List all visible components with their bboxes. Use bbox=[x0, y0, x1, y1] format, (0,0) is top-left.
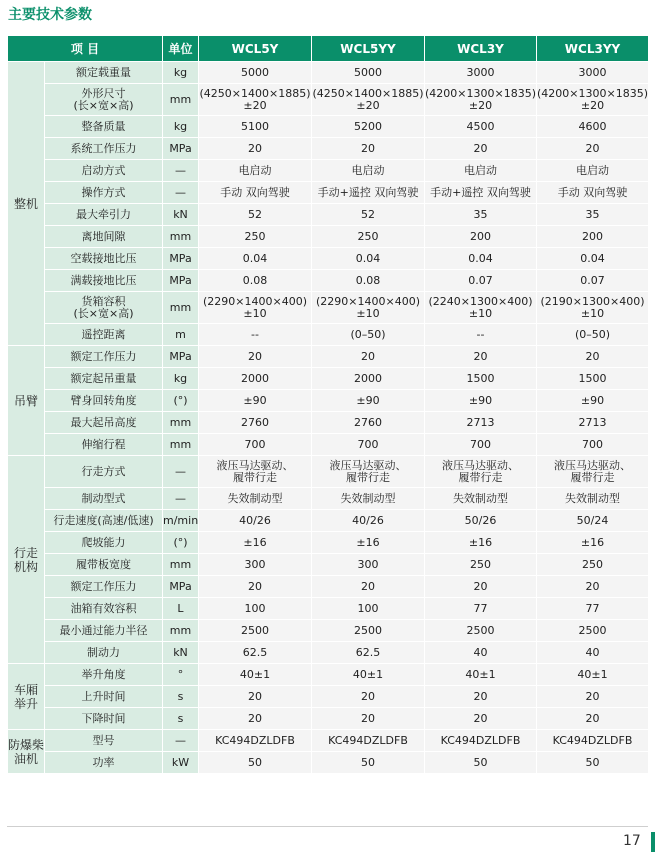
value-cell: 20 bbox=[312, 576, 425, 598]
value-cell: 手动 双向驾驶 bbox=[537, 182, 649, 204]
item-label: 爬坡能力 bbox=[45, 532, 163, 554]
value-cell: 700 bbox=[312, 434, 425, 456]
value-cell: 5000 bbox=[199, 62, 312, 84]
value-cell: 200 bbox=[425, 226, 537, 248]
value-cell: 250 bbox=[537, 554, 649, 576]
value-cell: 0.08 bbox=[199, 270, 312, 292]
unit-cell: MPa bbox=[163, 346, 199, 368]
item-label: 下降时间 bbox=[45, 708, 163, 730]
item-label: 操作方式 bbox=[45, 182, 163, 204]
value-cell: 20 bbox=[312, 686, 425, 708]
table-row bbox=[8, 620, 649, 642]
value-cell: KC494DZLDFB bbox=[537, 730, 649, 752]
group-label: 吊臂 bbox=[8, 346, 45, 456]
bottom-divider bbox=[7, 826, 648, 827]
value-cell: 20 bbox=[425, 346, 537, 368]
value-cell: 700 bbox=[199, 434, 312, 456]
item-label: 额定工作压力 bbox=[45, 576, 163, 598]
item-label: 整备质量 bbox=[45, 116, 163, 138]
value-cell: (2290×1400×400) ±10 bbox=[199, 292, 312, 324]
item-label: 系统工作压力 bbox=[45, 138, 163, 160]
value-cell: 3000 bbox=[425, 62, 537, 84]
value-cell: 40 bbox=[537, 642, 649, 664]
unit-cell: kW bbox=[163, 752, 199, 774]
value-cell: 20 bbox=[425, 138, 537, 160]
value-cell: 失效制动型 bbox=[537, 488, 649, 510]
value-cell: 50 bbox=[537, 752, 649, 774]
item-label: 额定工作压力 bbox=[45, 346, 163, 368]
value-cell: 40/26 bbox=[312, 510, 425, 532]
item-label: 最小通过能力半径 bbox=[45, 620, 163, 642]
item-label: 制动力 bbox=[45, 642, 163, 664]
page-marker-bar bbox=[651, 832, 655, 852]
value-cell: 20 bbox=[199, 138, 312, 160]
header-model-wcl5y: WCL5Y bbox=[199, 36, 312, 62]
table-header-row bbox=[8, 36, 649, 62]
value-cell: 0.07 bbox=[537, 270, 649, 292]
table-row bbox=[8, 292, 649, 324]
item-label: 额定载重量 bbox=[45, 62, 163, 84]
value-cell: KC494DZLDFB bbox=[199, 730, 312, 752]
value-cell: (0–50) bbox=[312, 324, 425, 346]
item-label: 离地间隙 bbox=[45, 226, 163, 248]
unit-cell: mm bbox=[163, 292, 199, 324]
item-label: 油箱有效容积 bbox=[45, 598, 163, 620]
item-label: 最大牵引力 bbox=[45, 204, 163, 226]
value-cell: 5100 bbox=[199, 116, 312, 138]
value-cell: ±90 bbox=[199, 390, 312, 412]
spec-table bbox=[7, 35, 649, 774]
item-label: 行走速度(高速/低速) bbox=[45, 510, 163, 532]
value-cell: 1500 bbox=[425, 368, 537, 390]
unit-cell: mm bbox=[163, 620, 199, 642]
table-row bbox=[8, 62, 649, 84]
section-title: 主要技术参数 bbox=[8, 7, 92, 23]
unit-cell: — bbox=[163, 182, 199, 204]
value-cell: (4250×1400×1885) ±20 bbox=[199, 84, 312, 116]
unit-cell: kN bbox=[163, 204, 199, 226]
value-cell: 20 bbox=[199, 708, 312, 730]
header-model-wcl5yy: WCL5YY bbox=[312, 36, 425, 62]
value-cell: 0.07 bbox=[425, 270, 537, 292]
unit-cell: mm bbox=[163, 434, 199, 456]
table-row bbox=[8, 204, 649, 226]
value-cell: 20 bbox=[425, 576, 537, 598]
item-label: 上升时间 bbox=[45, 686, 163, 708]
value-cell: 2760 bbox=[199, 412, 312, 434]
value-cell: 2500 bbox=[537, 620, 649, 642]
value-cell: -- bbox=[199, 324, 312, 346]
unit-cell: ° bbox=[163, 664, 199, 686]
value-cell: 250 bbox=[425, 554, 537, 576]
unit-cell: mm bbox=[163, 84, 199, 116]
value-cell: 2713 bbox=[537, 412, 649, 434]
item-label: 伸缩行程 bbox=[45, 434, 163, 456]
value-cell: 20 bbox=[537, 708, 649, 730]
value-cell: 77 bbox=[537, 598, 649, 620]
table-row bbox=[8, 686, 649, 708]
value-cell: 0.04 bbox=[537, 248, 649, 270]
value-cell: -- bbox=[425, 324, 537, 346]
value-cell: 20 bbox=[199, 686, 312, 708]
value-cell: 20 bbox=[312, 138, 425, 160]
value-cell: KC494DZLDFB bbox=[425, 730, 537, 752]
value-cell: 250 bbox=[312, 226, 425, 248]
unit-cell: kg bbox=[163, 62, 199, 84]
value-cell: 50/24 bbox=[537, 510, 649, 532]
unit-cell: — bbox=[163, 730, 199, 752]
value-cell: ±16 bbox=[537, 532, 649, 554]
value-cell: (2190×1300×400) ±10 bbox=[537, 292, 649, 324]
value-cell: 52 bbox=[199, 204, 312, 226]
unit-cell: — bbox=[163, 160, 199, 182]
unit-cell: kg bbox=[163, 368, 199, 390]
value-cell: 失效制动型 bbox=[425, 488, 537, 510]
unit-cell: kN bbox=[163, 642, 199, 664]
value-cell: 20 bbox=[199, 576, 312, 598]
table-row bbox=[8, 642, 649, 664]
table-row bbox=[8, 160, 649, 182]
value-cell: 62.5 bbox=[312, 642, 425, 664]
value-cell: 20 bbox=[199, 346, 312, 368]
header-unit: 单位 bbox=[163, 36, 199, 62]
unit-cell: — bbox=[163, 456, 199, 488]
value-cell: 0.04 bbox=[199, 248, 312, 270]
item-label: 行走方式 bbox=[45, 456, 163, 488]
table-row bbox=[8, 412, 649, 434]
value-cell: 250 bbox=[199, 226, 312, 248]
value-cell: 300 bbox=[312, 554, 425, 576]
table-row bbox=[8, 368, 649, 390]
unit-cell: mm bbox=[163, 412, 199, 434]
value-cell: 电启动 bbox=[537, 160, 649, 182]
value-cell: 1500 bbox=[537, 368, 649, 390]
value-cell: 5200 bbox=[312, 116, 425, 138]
group-label: 行走 机构 bbox=[8, 456, 45, 664]
item-label: 功率 bbox=[45, 752, 163, 774]
value-cell: 35 bbox=[425, 204, 537, 226]
value-cell: 200 bbox=[537, 226, 649, 248]
value-cell: 手动+遥控 双向驾驶 bbox=[425, 182, 537, 204]
table-row bbox=[8, 434, 649, 456]
table-row bbox=[8, 226, 649, 248]
value-cell: (4200×1300×1835) ±20 bbox=[537, 84, 649, 116]
value-cell: 5000 bbox=[312, 62, 425, 84]
table-row bbox=[8, 730, 649, 752]
value-cell: 50 bbox=[199, 752, 312, 774]
item-label: 遥控距离 bbox=[45, 324, 163, 346]
value-cell: 20 bbox=[537, 686, 649, 708]
value-cell: 35 bbox=[537, 204, 649, 226]
header-item: 项 目 bbox=[8, 36, 163, 62]
table-row bbox=[8, 116, 649, 138]
unit-cell: s bbox=[163, 708, 199, 730]
value-cell: 0.04 bbox=[425, 248, 537, 270]
value-cell: 62.5 bbox=[199, 642, 312, 664]
item-label: 履带板宽度 bbox=[45, 554, 163, 576]
value-cell: 40/26 bbox=[199, 510, 312, 532]
item-label: 制动型式 bbox=[45, 488, 163, 510]
item-label: 最大起吊高度 bbox=[45, 412, 163, 434]
value-cell: 2500 bbox=[199, 620, 312, 642]
item-label: 额定起吊重量 bbox=[45, 368, 163, 390]
value-cell: 77 bbox=[425, 598, 537, 620]
table-row bbox=[8, 346, 649, 368]
table-row bbox=[8, 324, 649, 346]
value-cell: 失效制动型 bbox=[312, 488, 425, 510]
value-cell: 手动 双向驾驶 bbox=[199, 182, 312, 204]
value-cell: 40±1 bbox=[425, 664, 537, 686]
table-row bbox=[8, 456, 649, 488]
unit-cell: MPa bbox=[163, 138, 199, 160]
table-row bbox=[8, 270, 649, 292]
item-label: 启动方式 bbox=[45, 160, 163, 182]
value-cell: 液压马达驱动、 履带行走 bbox=[199, 456, 312, 488]
value-cell: 4500 bbox=[425, 116, 537, 138]
value-cell: 液压马达驱动、 履带行走 bbox=[312, 456, 425, 488]
value-cell: (0–50) bbox=[537, 324, 649, 346]
table-row bbox=[8, 182, 649, 204]
value-cell: 40±1 bbox=[537, 664, 649, 686]
table-row bbox=[8, 488, 649, 510]
group-label: 车厢 举升 bbox=[8, 664, 45, 730]
value-cell: 液压马达驱动、 履带行走 bbox=[425, 456, 537, 488]
unit-cell: mm bbox=[163, 554, 199, 576]
value-cell: 20 bbox=[537, 346, 649, 368]
page-number: 17 bbox=[623, 833, 641, 849]
unit-cell: — bbox=[163, 488, 199, 510]
table-row bbox=[8, 598, 649, 620]
value-cell: 2000 bbox=[199, 368, 312, 390]
value-cell: ±16 bbox=[199, 532, 312, 554]
unit-cell: MPa bbox=[163, 270, 199, 292]
value-cell: 0.08 bbox=[312, 270, 425, 292]
value-cell: 20 bbox=[425, 686, 537, 708]
table-row bbox=[8, 532, 649, 554]
unit-cell: mm bbox=[163, 226, 199, 248]
value-cell: 700 bbox=[537, 434, 649, 456]
group-label: 整机 bbox=[8, 62, 45, 346]
header-model-wcl3yy: WCL3YY bbox=[537, 36, 649, 62]
value-cell: 4600 bbox=[537, 116, 649, 138]
value-cell: 50/26 bbox=[425, 510, 537, 532]
unit-cell: L bbox=[163, 598, 199, 620]
unit-cell: (°) bbox=[163, 532, 199, 554]
value-cell: (2290×1400×400) ±10 bbox=[312, 292, 425, 324]
value-cell: 2000 bbox=[312, 368, 425, 390]
item-label: 举升角度 bbox=[45, 664, 163, 686]
value-cell: 液压马达驱动、 履带行走 bbox=[537, 456, 649, 488]
table-row bbox=[8, 576, 649, 598]
unit-cell: MPa bbox=[163, 248, 199, 270]
unit-cell: (°) bbox=[163, 390, 199, 412]
value-cell: 100 bbox=[312, 598, 425, 620]
value-cell: ±16 bbox=[425, 532, 537, 554]
value-cell: 40±1 bbox=[199, 664, 312, 686]
value-cell: 20 bbox=[537, 576, 649, 598]
value-cell: 300 bbox=[199, 554, 312, 576]
value-cell: (4200×1300×1835) ±20 bbox=[425, 84, 537, 116]
value-cell: 20 bbox=[312, 708, 425, 730]
group-label: 防爆柴 油机 bbox=[8, 730, 45, 774]
value-cell: 电启动 bbox=[199, 160, 312, 182]
value-cell: ±16 bbox=[312, 532, 425, 554]
value-cell: 52 bbox=[312, 204, 425, 226]
value-cell: (4250×1400×1885) ±20 bbox=[312, 84, 425, 116]
table-row bbox=[8, 84, 649, 116]
value-cell: 3000 bbox=[537, 62, 649, 84]
value-cell: ±90 bbox=[425, 390, 537, 412]
value-cell: 100 bbox=[199, 598, 312, 620]
table-row bbox=[8, 510, 649, 532]
value-cell: 40±1 bbox=[312, 664, 425, 686]
unit-cell: m bbox=[163, 324, 199, 346]
value-cell: 700 bbox=[425, 434, 537, 456]
table-row bbox=[8, 752, 649, 774]
value-cell: 2500 bbox=[425, 620, 537, 642]
value-cell: 50 bbox=[425, 752, 537, 774]
value-cell: 20 bbox=[425, 708, 537, 730]
header-model-wcl3y: WCL3Y bbox=[425, 36, 537, 62]
table-row bbox=[8, 664, 649, 686]
item-label: 货箱容积 (长×宽×高) bbox=[45, 292, 163, 324]
value-cell: 0.04 bbox=[312, 248, 425, 270]
value-cell: 20 bbox=[312, 346, 425, 368]
value-cell: (2240×1300×400) ±10 bbox=[425, 292, 537, 324]
value-cell: 2760 bbox=[312, 412, 425, 434]
unit-cell: kg bbox=[163, 116, 199, 138]
value-cell: ±90 bbox=[312, 390, 425, 412]
value-cell: 50 bbox=[312, 752, 425, 774]
table-row bbox=[8, 138, 649, 160]
unit-cell: MPa bbox=[163, 576, 199, 598]
value-cell: ±90 bbox=[537, 390, 649, 412]
item-label: 型号 bbox=[45, 730, 163, 752]
unit-cell: s bbox=[163, 686, 199, 708]
table-row bbox=[8, 708, 649, 730]
value-cell: 手动+遥控 双向驾驶 bbox=[312, 182, 425, 204]
value-cell: 2500 bbox=[312, 620, 425, 642]
unit-cell: m/min bbox=[163, 510, 199, 532]
value-cell: 失效制动型 bbox=[199, 488, 312, 510]
table-row bbox=[8, 248, 649, 270]
table-row bbox=[8, 554, 649, 576]
value-cell: KC494DZLDFB bbox=[312, 730, 425, 752]
spec-table-body bbox=[8, 62, 649, 774]
value-cell: 20 bbox=[537, 138, 649, 160]
table-row bbox=[8, 390, 649, 412]
item-label: 满载接地比压 bbox=[45, 270, 163, 292]
value-cell: 电启动 bbox=[425, 160, 537, 182]
value-cell: 40 bbox=[425, 642, 537, 664]
value-cell: 电启动 bbox=[312, 160, 425, 182]
item-label: 外形尺寸 (长×宽×高) bbox=[45, 84, 163, 116]
value-cell: 2713 bbox=[425, 412, 537, 434]
item-label: 臂身回转角度 bbox=[45, 390, 163, 412]
item-label: 空载接地比压 bbox=[45, 248, 163, 270]
